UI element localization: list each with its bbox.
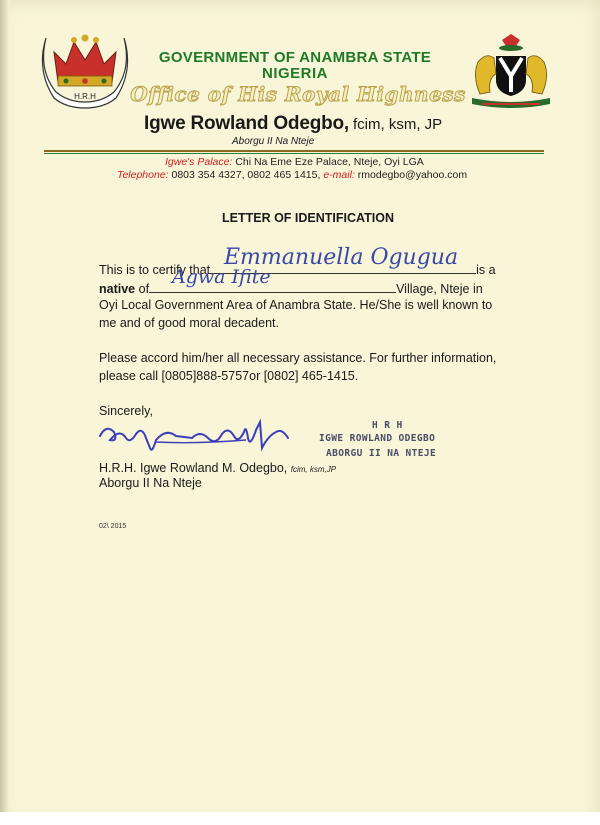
of-text: of	[138, 282, 150, 296]
crest-label: H.R.H	[74, 92, 96, 101]
email-address: rmodegbo@yahoo.com	[357, 169, 468, 181]
native-line	[99, 280, 483, 296]
stamp-line-1: H R H	[372, 420, 403, 431]
letter-title: LETTER OF IDENTIFICATION	[222, 211, 394, 225]
stamp-line-2: IGWE ROWLAND ODEGBO	[319, 433, 436, 444]
reference-date: 02\ 2015	[99, 523, 127, 530]
certify-prefix: This is to certify that	[99, 263, 211, 277]
handwritten-signature	[96, 418, 296, 458]
native-label: native	[99, 282, 136, 296]
village-suffix: Village, Nteje in	[396, 282, 483, 296]
telephone-label: Telephone:	[117, 169, 169, 181]
palace-address-line	[165, 156, 424, 168]
letterhead-divider	[44, 150, 544, 152]
letterhead-divider-green	[44, 153, 544, 154]
body-line-3: Oyi Local Government Area of Anambra State. He/She is well known to	[99, 298, 493, 312]
email-label: e-mail:	[323, 169, 355, 181]
telephone-numbers: 0803 354 4327, 0802 465 1415,	[171, 169, 321, 181]
palace-label: Igwe's Palace:	[165, 156, 233, 168]
country-title: NIGERIA	[261, 65, 328, 82]
palace-address: Chi Na Eme Eze Palace, Nteje, Oyi LGA	[235, 156, 424, 168]
stamp-line-3: ABORGU II NA NTEJE	[326, 448, 437, 459]
paragraph2-line2: please call [0805]888-5757or [0802] 465-1415.	[99, 369, 359, 383]
ruler-style: Aborgu II Na Nteje	[232, 136, 315, 147]
is-a-text: is a	[476, 263, 496, 277]
body-line-4: me and of good moral decadent.	[99, 316, 279, 330]
signer-name-line	[99, 461, 336, 475]
signer-name: H.R.H. Igwe Rowland M. Odegbo,	[99, 461, 288, 475]
government-title: GOVERNMENT OF ANAMBRA STATE	[158, 49, 432, 66]
signer-style: Aborgu II Na Nteje	[99, 476, 202, 490]
coat-of-arms-emblem	[466, 34, 556, 112]
closing: Sincerely,	[99, 404, 153, 418]
ruler-name: Igwe Rowland Odegbo,	[144, 113, 350, 134]
paper-edge-shadow	[0, 0, 10, 825]
office-title: Office of His Royal Highness	[130, 82, 466, 106]
ruler-titles: fcim, ksm, JP	[353, 116, 443, 133]
handwritten-name: Emmanuella Ogugua	[224, 245, 459, 270]
contact-line	[117, 169, 467, 181]
handwritten-village: Agwa Ifite	[172, 266, 271, 288]
paragraph2-line1: Please accord him/her all necessary assistance. For further information,	[99, 351, 497, 365]
royal-crown-crest	[36, 30, 134, 110]
ruler-name-line	[144, 113, 442, 135]
scan-bottom-margin	[0, 812, 600, 825]
signer-titles: fcim, ksm,JP	[290, 465, 337, 474]
